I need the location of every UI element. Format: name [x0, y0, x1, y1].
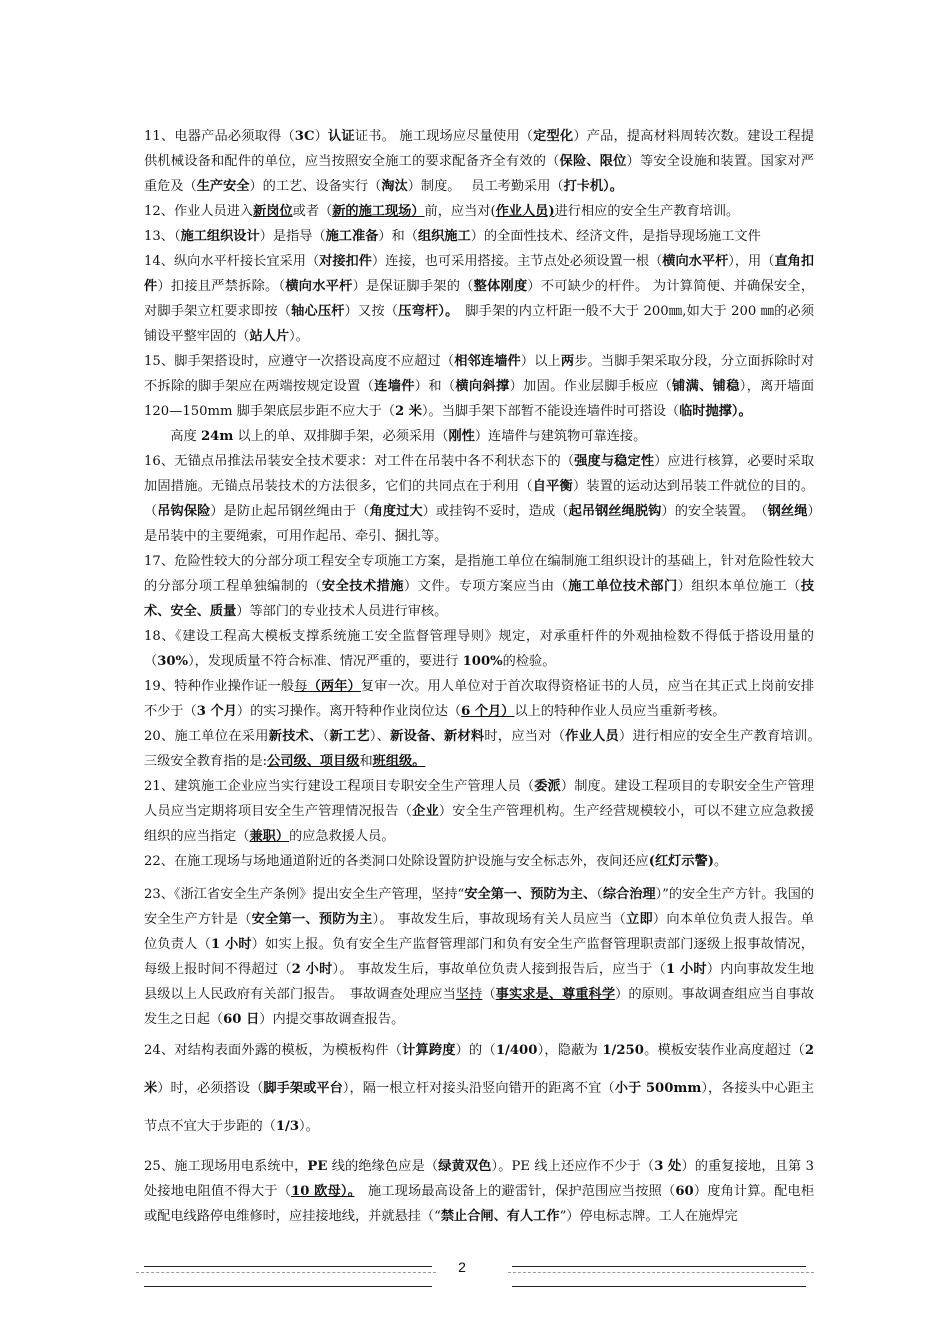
bold-underlined-answer: 公司级、项目级: [267, 754, 360, 769]
text-run: 步。当脚手架采取分段，分立面拆除时对不拆除的脚手架应在两端按规定设置（: [144, 354, 815, 394]
text-run: ）的原则。事故调查组应当自事故发生之日起（: [144, 987, 815, 1027]
text-run: 25、施工现场用电系统中，: [144, 1159, 308, 1174]
bold-answer: 100%: [462, 654, 503, 669]
text-run: 19、特种作业操作证一般: [144, 679, 295, 694]
text-run: 的应急救援人员。: [289, 829, 395, 844]
text-run: 17、危险性较大的分部分项工程安全专项施工方案，是指施工单位在编制施工组织设计的基础上，针对危险性较大的分部分项工程单独编制的（: [144, 554, 814, 594]
text-run: ）。当脚手架下部暂不能设连墙件时可搭设（: [421, 404, 680, 419]
text-run: ）的重复接地，且第 3 处接地电阻值不得大于（: [144, 1159, 814, 1199]
bold-underlined-answer: （两年）: [307, 679, 361, 694]
text-run: ）扣接且严禁拆除。（: [157, 279, 286, 294]
bold-answer: 横向水平杆: [285, 279, 353, 294]
bold-answer: 立即: [626, 912, 653, 927]
bold-answer: 30%: [157, 654, 189, 669]
text-run: ）以上: [520, 354, 561, 369]
text-run: ）是指导（: [259, 229, 326, 244]
bold-answer: 铺满、铺稳: [672, 379, 740, 394]
footer-rule-right-lower: [512, 1286, 806, 1287]
text-run: ）的（: [455, 1043, 496, 1058]
text-run: 前，应当对(: [424, 204, 496, 219]
bold-answer: 施工准备: [325, 229, 379, 244]
text-run: 证书。 施工现场应尽量使用（: [354, 129, 534, 144]
paragraph-16: [144, 449, 814, 549]
text-run: 23、《浙江省安全生产条例》提出安全生产管理，坚持“: [144, 887, 465, 902]
text-run: ）产品，提高材料周转次数。建设工程提供机械设备和配件的单位，应当按照安全施工的要求配备齐全有效的（: [144, 129, 815, 169]
text-run: 13、（: [144, 229, 181, 244]
bold-answer: 吊钩保险: [157, 504, 211, 519]
text-run: 的检验。: [502, 654, 556, 669]
footer-rule-right: [512, 1266, 806, 1267]
text-run: ）是吊装中的主要绳索，可用作起吊、牵引、捆扎等。: [144, 504, 815, 544]
text-run: 20、施工单位在采用: [144, 729, 269, 744]
text-run: ），发现质量不符合标准、情况严重的，要进行: [188, 654, 463, 669]
paragraph-25: [144, 1154, 814, 1229]
bold-answer: 1 小时: [665, 962, 707, 977]
text-run: ）连墙件与建筑物可靠连接。: [474, 429, 647, 444]
bold-answer: 24m: [200, 429, 234, 444]
text-run: ）度角计算。配电柜或配电线路停电维修时，应挂接地线，并就悬挂（“: [144, 1184, 815, 1224]
bold-answer: 3 个月: [196, 704, 237, 719]
bold-answer: 压弯杆）。: [398, 304, 452, 319]
text-run: ）又按（: [344, 304, 399, 319]
text-run: 以上的特种作业人员应当重新考核。: [514, 704, 726, 719]
text-run: ）制度。 员工考勤采用（: [407, 179, 564, 194]
document-body: [144, 124, 828, 1229]
text-run: ）。PE 线上还应作不少于（: [491, 1159, 655, 1174]
text-run: ）不可缺少的杆件。 为计算简便、并确保安全，对脚手架立杠要求即按（: [144, 279, 815, 319]
text-run: 或者（: [292, 204, 333, 219]
bold-answer: 企业: [412, 804, 439, 819]
bold-answer: 定型化: [533, 129, 574, 144]
paragraph-11: [144, 124, 814, 199]
text-run: 。: [713, 854, 728, 869]
text-run: ）加固。作业层脚手板应（: [509, 379, 673, 394]
text-run: 11、电器产品必须取得（: [144, 129, 295, 144]
bold-answer: 组织施工: [417, 229, 471, 244]
text-run: ）时，必须搭设（: [157, 1081, 264, 1096]
text-run: 22、在施工现场与场地通道附近的各类洞口处除设置防护设施与安全标志外，夜间还应: [144, 854, 649, 869]
paragraph-22: [144, 849, 814, 874]
bold-answer: 3C: [294, 129, 315, 144]
footer-rule-left: [144, 1266, 432, 1267]
text-run: ）。 事故发生后，事故现场有关人员应当（: [372, 912, 627, 927]
bold-answer: 保险、限位: [559, 154, 627, 169]
text-run: ）组织本单位施工（: [677, 579, 801, 594]
text-run: （: [482, 987, 496, 1002]
text-run: ）内向事故发生地县级以上人民政府有关部门报告。 事故调查处理应当: [144, 962, 814, 1002]
paragraph-18: [144, 624, 814, 674]
text-run: 进行相应的安全生产教育培训。: [554, 204, 740, 219]
text-run: 24、对结构表面外露的模板，为模板构件（: [144, 1043, 403, 1058]
bold-answer: (红灯示警): [648, 854, 714, 869]
text-run: ）。: [299, 1119, 319, 1134]
bold-answer: 计算跨度: [402, 1043, 456, 1058]
text-run: ）内提交事故调查报告。: [259, 1012, 405, 1027]
bold-answer: 新工艺: [329, 729, 370, 744]
footer-rule-right-dashed: [508, 1272, 814, 1273]
underlined-text: 坚持: [455, 987, 483, 1002]
text-run: ）是防止起吊钢丝绳由于（: [210, 504, 370, 519]
bold-answer: 2 米: [144, 1043, 815, 1096]
bold-answer: 站人片: [249, 329, 290, 344]
text-run: ）向本单位负责人报告。单位负责人（: [144, 912, 815, 952]
text-run: ），各接头中心距主节点不宜大于步距的（: [144, 1081, 815, 1134]
bold-underlined-answer: 事实求是、尊重科学: [495, 987, 616, 1002]
bold-answer: 打卡机）。: [563, 179, 623, 194]
bold-answer: 角度过大: [369, 504, 423, 519]
text-run: 施工现场最高设备上的避雷针，保护范围应当按照（: [354, 1184, 676, 1199]
paragraph-13: [144, 224, 814, 249]
bold-answer: 直角扣件: [144, 254, 815, 294]
paragraph-14: [144, 249, 814, 349]
bold-answer: 委派: [534, 779, 561, 794]
text-run: ）等安全设施和装置。国家对严重危及（: [144, 154, 815, 194]
bold-answer: 轴心压杆: [291, 304, 345, 319]
paragraph-20: [144, 724, 828, 774]
bold-answer: 两: [560, 354, 575, 369]
bold-answer: PE: [307, 1159, 328, 1174]
paragraph-15-continued: [144, 424, 814, 449]
bold-answer: 相邻连墙件: [454, 354, 521, 369]
text-run: ）的工艺、设备实行（: [249, 179, 382, 194]
bold-answer: 1/400: [495, 1043, 538, 1058]
paragraph-15: [144, 349, 814, 424]
text-run: ），离开墙面 120—150mm 脚手架底层步距不应大于（: [144, 379, 815, 419]
text-run: （: [322, 729, 330, 744]
bold-answer: 1/3: [275, 1119, 300, 1134]
paragraph-17: [144, 549, 814, 624]
text-run: 时，应当对（: [484, 729, 566, 744]
bold-underlined-answer: 兼职）: [249, 829, 290, 844]
bold-answer: 横向水平杆: [662, 254, 729, 269]
text-run: ）装置的运动达到吊装工件就位的目的。（: [144, 479, 815, 519]
bold-answer: 横向斜撑: [455, 379, 510, 394]
paragraph-12: [144, 199, 814, 224]
bold-answer: 小于 500mm: [614, 1081, 702, 1096]
text-run: ）等部门的专业技术人员进行审核。: [236, 604, 448, 619]
text-run: ）、: [369, 729, 391, 744]
bold-answer: 连墙件: [374, 379, 415, 394]
text-run: ）。 事故发生后，事故单位负责人接到报告后，应当于（: [332, 962, 666, 977]
bold-answer: 强度与稳定性: [574, 454, 655, 469]
bold-answer: 禁止合闸、有人工作: [440, 1209, 560, 1224]
footer-rule-left-lower: [144, 1286, 432, 1287]
text-run: 。模板安装作业高度超过（: [643, 1043, 805, 1058]
bold-underlined-answer: 6 个月）: [461, 704, 515, 719]
text-run: ）安全生产管理机构。生产经营规模较小，可以不建立应急救援组织的应当指定（: [144, 804, 815, 844]
text-run: ”）停电标志牌。工人在施焊完: [559, 1209, 738, 1224]
bold-answer: 60 日: [223, 1012, 260, 1027]
paragraph-21: [144, 774, 814, 849]
text-run: 14、纵向水平杆接长宜采用（: [144, 254, 320, 269]
text-run: 复审一次。用人单位对于首次取得资格证书的人员，应当在其正式上岗前安排不少于（: [144, 679, 815, 719]
bold-answer: 自平衡: [532, 479, 573, 494]
bold-answer: 3 处: [654, 1159, 682, 1174]
text-run: ）或挂钩不妥时，造成（: [422, 504, 569, 519]
bold-answer: 1 小时: [210, 937, 252, 952]
text-run: ）如实上报。负有安全生产监督管理部门和负有安全生产监督管理职责部门逐级上报事故情况，每级上报时间不得超过（: [144, 937, 814, 977]
bold-answer: 2 小时: [291, 962, 333, 977]
bold-answer: 新设备、新材料: [390, 729, 485, 744]
text-run: ）。: [289, 329, 309, 344]
page-number: 2: [458, 1259, 466, 1275]
text-run: 16、无锚点吊推法吊装安全技术要求：对工件在吊装中各不利状态下的（: [144, 454, 575, 469]
bold-underlined-answer: 10 欧母）。: [291, 1184, 355, 1199]
text-run: ）应进行核算，必要时采取加固措施。无锚点吊装技术的方法很多，它们的共同点在于利用（: [144, 454, 815, 494]
bold-answer: 作业人员: [565, 729, 620, 744]
text-run: ）制度。建设工程项目的专职安全生产管理人员应当定期将项目安全生产管理情况报告（: [144, 779, 815, 819]
text-run: ）”的安全生产方针。我国的安全生产方针是（: [144, 887, 815, 927]
paragraph-19: [144, 674, 814, 724]
bold-answer: 钢丝绳: [767, 504, 808, 519]
bold-answer: 起吊钢丝绳脱钩: [568, 504, 662, 519]
underlined-text: 每: [294, 679, 308, 694]
bold-answer: 淘汰: [381, 179, 408, 194]
text-run: 21、建筑施工企业应当实行建设工程项目专职安全生产管理人员（: [144, 779, 535, 794]
text-run: 和: [359, 754, 373, 769]
text-run: ），用（: [728, 254, 775, 269]
text-run: ）文件。专项方案应当由（: [404, 579, 569, 594]
text-run: ）: [314, 129, 329, 144]
bold-answer: 2 米: [394, 404, 422, 419]
bold-underlined-answer: 新的施工现场）: [332, 204, 425, 219]
text-run: （: [596, 887, 603, 902]
text-run: ）和（: [414, 379, 456, 394]
bold-answer: 综合治理: [602, 887, 656, 902]
text-run: 线的绝缘色应是（: [327, 1159, 439, 1174]
bold-answer: 60: [675, 1184, 694, 1199]
bold-answer: 绿黄双色: [438, 1159, 492, 1174]
text-run: 高度: [170, 429, 201, 444]
bold-answer: 技术、安全、质量: [144, 579, 815, 619]
bold-answer: 安全技术措施: [321, 579, 404, 594]
text-run: 15、脚手架搭设时，应遵守一次搭设高度不应超过（: [144, 354, 455, 369]
bold-underlined-answer: 班组级。: [372, 754, 426, 769]
bold-answer: 刚性: [448, 429, 475, 444]
paragraph-23: [144, 882, 814, 1032]
text-run: ），隔一根立杆对接头沿竖向错开的距离不宜（: [342, 1081, 615, 1096]
text-run: ）是保证脚手架的（: [352, 279, 474, 294]
text-run: ）和（: [378, 229, 418, 244]
bold-answer: 施工组织设计: [180, 229, 260, 244]
text-run: 脚手架的内立杆距一般不大于 200㎜,如大于 200 ㎜的必须铺设平整牢固的（: [144, 304, 815, 344]
bold-answer: 认证: [328, 129, 355, 144]
footer-rule-left-dashed: [136, 1272, 436, 1273]
bold-answer: 施工单位技术部门: [568, 579, 678, 594]
bold-answer: 安全第一、预防为主、: [464, 887, 597, 902]
bold-answer: 脚手架或平台: [263, 1081, 343, 1096]
bold-answer: 生产安全: [196, 179, 250, 194]
text-run: ）的全面性技术、经济文件，是指导现场施工文件: [470, 229, 761, 244]
bold-answer: 安全第一、预防为主: [251, 912, 373, 927]
text-run: ），隐蔽为: [537, 1043, 603, 1058]
text-run: 18、《建设工程高大模板支撑系统施工安全监督管理导则》规定，对承重杆件的外观抽检数不得低于搭设用量的（: [144, 629, 814, 669]
paragraph-24: [144, 1032, 814, 1146]
bold-underlined-answer: 作业人员): [495, 204, 555, 219]
text-run: 以上的单、双排脚手架，必须采用（: [233, 429, 449, 444]
bold-underlined-answer: 新岗位: [253, 204, 293, 219]
text-run: 12、作业人员进入: [144, 204, 254, 219]
text-run: ）进行相应的安全生产教育培训。 三级安全教育指的是:: [144, 729, 828, 769]
bold-answer: 临时抛撑）。: [679, 404, 752, 419]
text-run: ）的安全装置。 （: [661, 504, 768, 519]
text-run: ）连接，也可采用搭接。主节点处必须设置一根（: [371, 254, 663, 269]
bold-answer: 1/250: [602, 1043, 644, 1058]
bold-answer: 整体刚度: [473, 279, 528, 294]
bold-answer: 对接扣件: [319, 254, 372, 269]
text-run: ）的实习操作。离开特种作业岗位达（: [236, 704, 462, 719]
bold-answer: 新技术、: [268, 729, 323, 744]
